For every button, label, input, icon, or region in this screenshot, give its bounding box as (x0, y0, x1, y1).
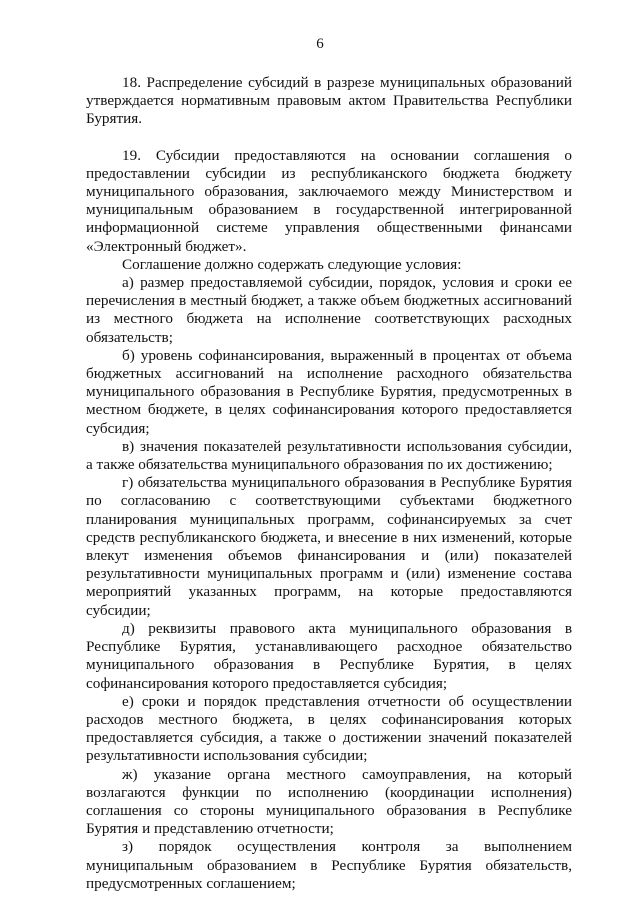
document-body (86, 74, 572, 893)
agreement-intro: Соглашение должно содержать следующие условия: (122, 255, 462, 273)
condition-d: д) реквизиты правового акта муниципального образования в Республике Бурятия, устанавливающего расходное обязательство муниципального образования в Республике Бурятия, в целях софинансирования которого предоставляется субсидия; (86, 619, 572, 692)
paragraph-19: 19. Субсидии предоставляются на основании соглашения о предоставлении субсидии из республиканского бюджета бюджету муниципального образования, заключаемого между Министерством и муниципальным образованием в государственной интегрированной информационной системе управления общественными финансами «Электронный бюджет». (86, 146, 572, 255)
condition-v: в) значения показателей результативности использования субсидии, а также обязательства муниципального образования по их достижению; (86, 437, 572, 474)
condition-e: е) сроки и порядок представления отчетности об осуществлении расходов местного бюджета, в целях софинансирования которых предоставляется субсидия, а также о достижении значений показателей результативности использования субсидии; (86, 692, 572, 765)
condition-z: з) порядок осуществления контроля за выполнением муниципальным образованием в Республике Бурятия обязательств, предусмотренных соглашением; (86, 838, 572, 892)
condition-zh: ж) указание органа местного самоуправления, на который возлагаются функции по исполнению (координации исполнения) соглашения со стороны муниципального образования в Республике Бурятия и представлению отчетности; (86, 765, 572, 838)
paragraph-18: 18. Распределение субсидий в разрезе муниципальных образований утверждается нормативным правовым актом Правительства Республики Бурятия. (86, 74, 572, 128)
page-number: 6 (316, 36, 324, 52)
paragraph-gap (86, 129, 572, 147)
condition-a: а) размер предоставляемой субсидии, порядок, условия и сроки ее перечисления в местный бюджет, а также объем бюджетных ассигнований из местного бюджета на исполнение соответствующих расходных обязательств; (86, 274, 572, 346)
condition-b: б) уровень софинансирования, выраженный в процентах от объема бюджетных ассигнований на исполнение расходного обязательства муниципального образования в Республике Бурятия, предусмотренных в местном бюджете, в целях софинансирования которого предоставляется субсидия; (86, 346, 572, 437)
condition-g: г) обязательства муниципального образования в Республике Бурятия по согласованию с соответствующими субъектами бюджетного планирования муниципальных программ, софинансируемых за счет средств республиканского бюджета, и внесение в них изменений, которые влекут изменения объемов финансирования и (или) показателей результативности муниципальных программ и (или) изменение состава мероприятий указанных программ, на которые предоставляются субсидии; (86, 474, 572, 619)
